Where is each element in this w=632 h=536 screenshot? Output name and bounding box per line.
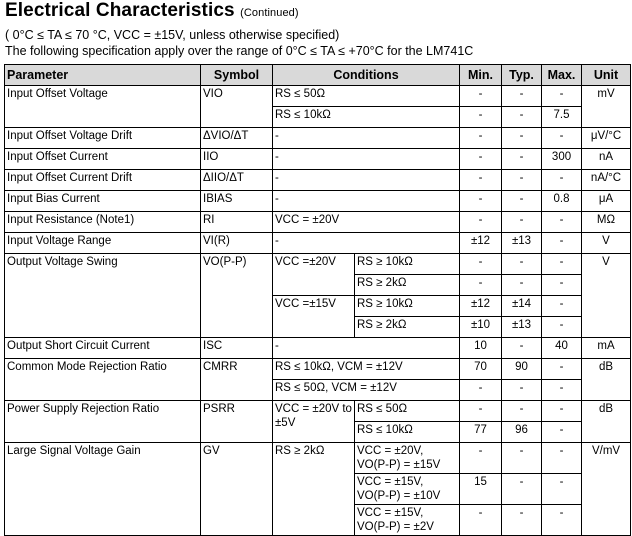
unit-cell: dB: [582, 359, 631, 401]
param-cell: Common Mode Rejection Ratio: [5, 359, 201, 401]
max-cell: -: [542, 296, 582, 317]
condition-cell: -: [273, 338, 460, 359]
condition-cell: RS ≤ 10kΩ: [273, 107, 460, 128]
min-cell: 77: [460, 422, 502, 443]
typ-cell: -: [502, 474, 542, 505]
max-cell: 7.5: [542, 107, 582, 128]
header-unit: Unit: [582, 65, 631, 86]
title-text: Electrical Characteristics: [5, 0, 235, 21]
param-cell: Output Short Circuit Current: [5, 338, 201, 359]
condition-cell: RS ≥ 10kΩ: [355, 296, 460, 317]
unit-cell: mV: [582, 86, 631, 128]
symbol-cell: ISC: [201, 338, 273, 359]
max-cell: -: [542, 86, 582, 107]
typ-cell: -: [502, 401, 542, 422]
spec-table: [4, 64, 631, 536]
header-typ: Typ.: [502, 65, 542, 86]
min-cell: -: [460, 149, 502, 170]
condition-cell: VCC =±20V: [273, 254, 355, 296]
table-row: [5, 233, 631, 254]
symbol-cell: GV: [201, 443, 273, 536]
condition-cell: RS ≤ 50Ω: [355, 401, 460, 422]
condition-cell: RS ≤ 50Ω, VCM = ±12V: [273, 380, 460, 401]
min-cell: -: [460, 254, 502, 275]
symbol-cell: VO(P-P): [201, 254, 273, 338]
unit-cell: V/mV: [582, 443, 631, 536]
max-cell: 40: [542, 338, 582, 359]
symbol-cell: VIO: [201, 86, 273, 128]
min-cell: -: [460, 107, 502, 128]
table-row: [5, 170, 631, 191]
header-parameter: Parameter: [5, 65, 201, 86]
max-cell: -: [542, 505, 582, 536]
param-cell: Large Signal Voltage Gain: [5, 443, 201, 536]
condition-cell: -: [273, 128, 460, 149]
min-cell: -: [460, 212, 502, 233]
typ-cell: -: [502, 275, 542, 296]
max-cell: -: [542, 474, 582, 505]
typ-cell: -: [502, 380, 542, 401]
max-cell: -: [542, 233, 582, 254]
typ-cell: -: [502, 254, 542, 275]
header-row: [5, 65, 631, 86]
typ-cell: -: [502, 107, 542, 128]
table-row: [5, 443, 631, 474]
typ-cell: ±13: [502, 317, 542, 338]
unit-cell: nA/°C: [582, 170, 631, 191]
min-cell: 10: [460, 338, 502, 359]
condition-cell: RS ≤ 50Ω: [273, 86, 460, 107]
conditions-line: ( 0°C ≤ TA ≤ 70 °C, VCC = ±15V, unless otherwise specified): [5, 28, 340, 42]
param-cell: Output Voltage Swing: [5, 254, 201, 338]
typ-cell: -: [502, 212, 542, 233]
condition-cell: VCC =±15V: [273, 296, 355, 338]
condition-cell: RS ≤ 10kΩ: [355, 422, 460, 443]
table-row: [5, 128, 631, 149]
table-row: [5, 359, 631, 380]
typ-cell: -: [502, 191, 542, 212]
condition-cell: VCC = ±20V: [273, 212, 460, 233]
header-conditions: Conditions: [273, 65, 460, 86]
symbol-cell: VI(R): [201, 233, 273, 254]
condition-cell: VCC = ±20V to ±5V: [273, 401, 355, 443]
table-row: [5, 254, 631, 275]
unit-cell: nA: [582, 149, 631, 170]
symbol-cell: ΔIIO/ΔT: [201, 170, 273, 191]
max-cell: -: [542, 170, 582, 191]
typ-cell: ±13: [502, 233, 542, 254]
param-cell: Power Supply Rejection Ratio: [5, 401, 201, 443]
table-row: [5, 86, 631, 107]
unit-cell: mA: [582, 338, 631, 359]
max-cell: -: [542, 275, 582, 296]
table-row: [5, 401, 631, 422]
typ-cell: 96: [502, 422, 542, 443]
min-cell: -: [460, 170, 502, 191]
typ-cell: -: [502, 338, 542, 359]
param-cell: Input Offset Current: [5, 149, 201, 170]
table-row: [5, 191, 631, 212]
min-cell: 15: [460, 474, 502, 505]
symbol-cell: CMRR: [201, 359, 273, 401]
max-cell: -: [542, 401, 582, 422]
unit-cell: dB: [582, 401, 631, 443]
param-cell: Input Voltage Range: [5, 233, 201, 254]
table-row: [5, 212, 631, 233]
min-cell: -: [460, 505, 502, 536]
typ-cell: -: [502, 505, 542, 536]
typ-cell: -: [502, 149, 542, 170]
max-cell: -: [542, 128, 582, 149]
param-cell: Input Resistance (Note1): [5, 212, 201, 233]
max-cell: 300: [542, 149, 582, 170]
spec-line: The following specification apply over the range of 0°C ≤ TA ≤ +70°C for the LM741C: [5, 44, 474, 58]
condition-cell: RS ≤ 10kΩ, VCM = ±12V: [273, 359, 460, 380]
condition-cell: VCC = ±15V, VO(P-P) = ±10V: [355, 474, 460, 505]
min-cell: -: [460, 443, 502, 474]
condition-cell: -: [273, 233, 460, 254]
min-cell: -: [460, 86, 502, 107]
unit-cell: V: [582, 233, 631, 254]
min-cell: ±12: [460, 233, 502, 254]
header-max: Max.: [542, 65, 582, 86]
param-cell: Input Offset Current Drift: [5, 170, 201, 191]
param-cell: Input Offset Voltage Drift: [5, 128, 201, 149]
max-cell: 0.8: [542, 191, 582, 212]
max-cell: -: [542, 443, 582, 474]
table-row: [5, 149, 631, 170]
min-cell: -: [460, 275, 502, 296]
condition-cell: VCC = ±15V, VO(P-P) = ±2V: [355, 505, 460, 536]
header-min: Min.: [460, 65, 502, 86]
max-cell: -: [542, 359, 582, 380]
condition-cell: -: [273, 149, 460, 170]
unit-cell: μA: [582, 191, 631, 212]
condition-cell: RS ≥ 2kΩ: [355, 275, 460, 296]
max-cell: -: [542, 212, 582, 233]
page-title: [5, 0, 299, 22]
min-cell: 70: [460, 359, 502, 380]
min-cell: -: [460, 380, 502, 401]
symbol-cell: PSRR: [201, 401, 273, 443]
max-cell: -: [542, 380, 582, 401]
symbol-cell: IBIAS: [201, 191, 273, 212]
typ-cell: -: [502, 86, 542, 107]
condition-cell: -: [273, 170, 460, 191]
typ-cell: 90: [502, 359, 542, 380]
unit-cell: μV/°C: [582, 128, 631, 149]
min-cell: -: [460, 401, 502, 422]
max-cell: -: [542, 254, 582, 275]
condition-cell: -: [273, 191, 460, 212]
table-row: [5, 338, 631, 359]
param-cell: Input Offset Voltage: [5, 86, 201, 128]
header-symbol: Symbol: [201, 65, 273, 86]
max-cell: -: [542, 422, 582, 443]
param-cell: Input Bias Current: [5, 191, 201, 212]
min-cell: -: [460, 128, 502, 149]
typ-cell: -: [502, 128, 542, 149]
condition-cell: RS ≥ 2kΩ: [355, 317, 460, 338]
typ-cell: -: [502, 170, 542, 191]
min-cell: ±10: [460, 317, 502, 338]
typ-cell: -: [502, 443, 542, 474]
typ-cell: ±14: [502, 296, 542, 317]
symbol-cell: RI: [201, 212, 273, 233]
min-cell: -: [460, 191, 502, 212]
unit-cell: V: [582, 254, 631, 338]
max-cell: -: [542, 317, 582, 338]
title-note: (Continued): [240, 7, 299, 19]
unit-cell: MΩ: [582, 212, 631, 233]
symbol-cell: ΔVIO/ΔT: [201, 128, 273, 149]
condition-cell: RS ≥ 2kΩ: [273, 443, 355, 536]
condition-cell: RS ≥ 10kΩ: [355, 254, 460, 275]
condition-cell: VCC = ±20V, VO(P-P) = ±15V: [355, 443, 460, 474]
min-cell: ±12: [460, 296, 502, 317]
symbol-cell: IIO: [201, 149, 273, 170]
